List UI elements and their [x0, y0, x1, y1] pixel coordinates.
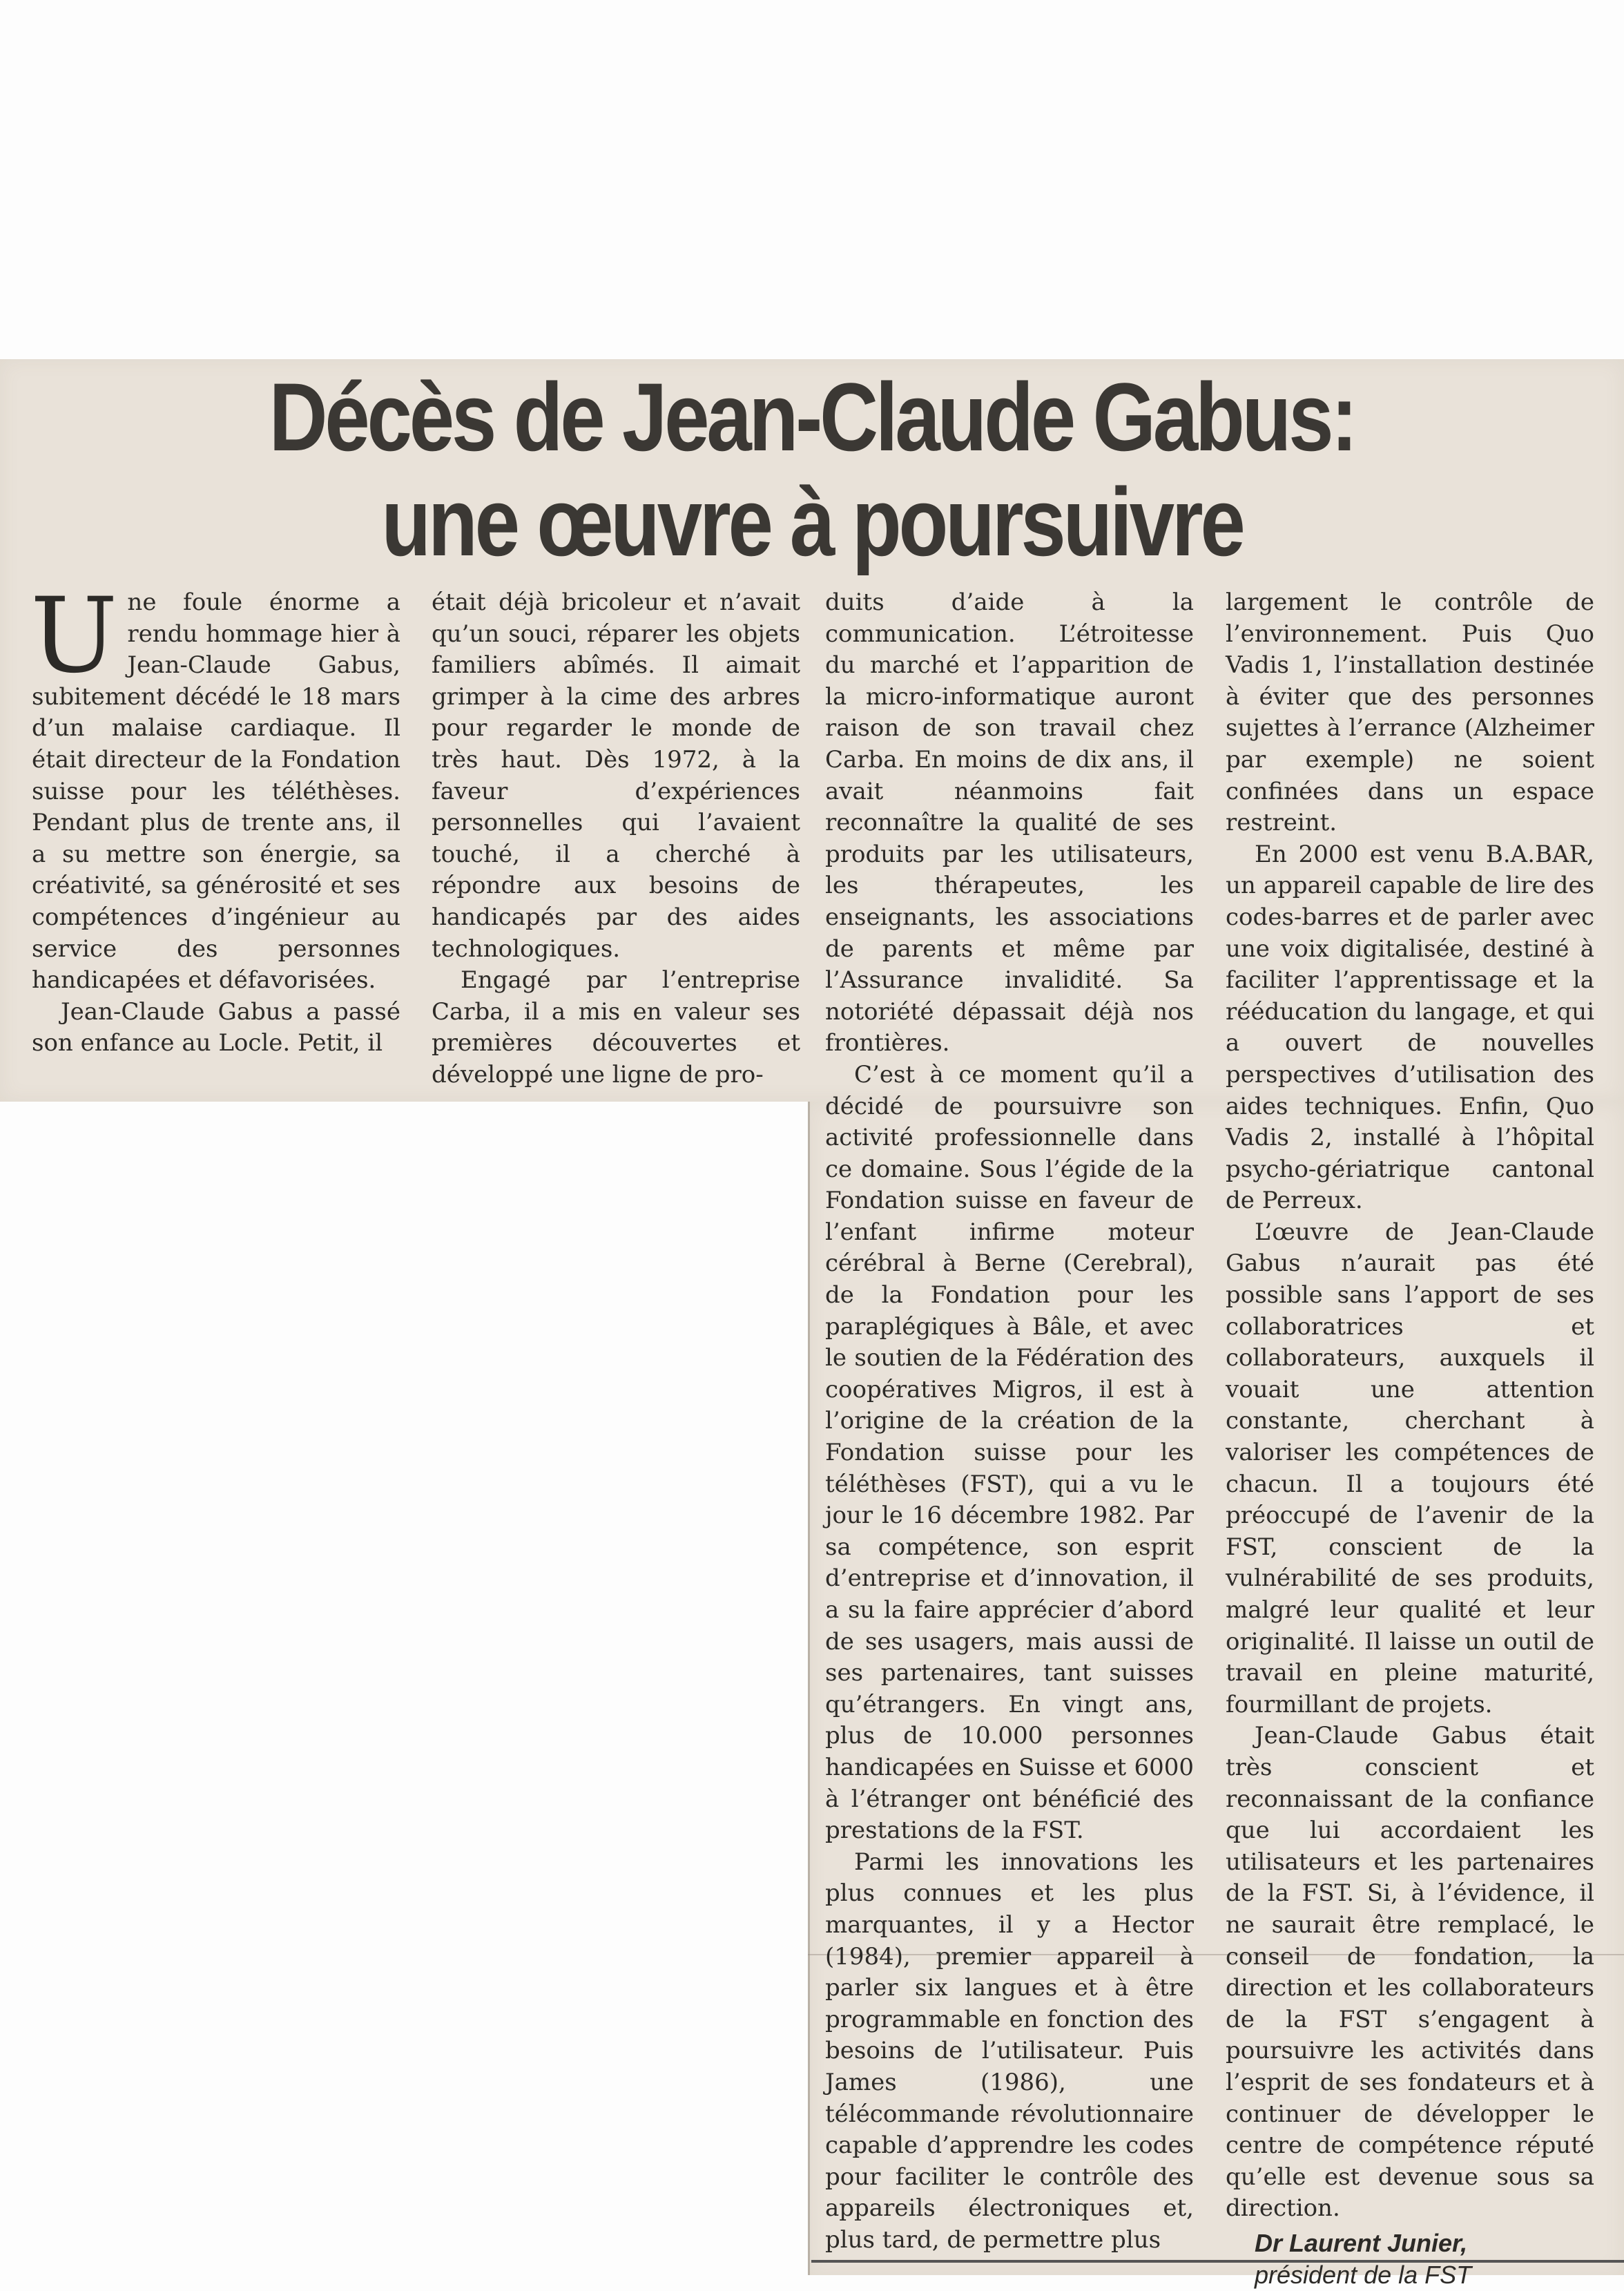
paragraph: était déjà bricoleur et n’avait qu’un souci, réparer les objets familiers abîmés. Il aimait grimper à la cime des arbres pour regarder le monde de très haut. Dès 1972, à la faveur d’expériences personnelles qui l’avaient touché, il a cherché à répondre aux besoins de handicapés par des aides technologiques.	[432, 588, 800, 963]
paragraph	[30, 576, 400, 997]
article-column-1	[30, 576, 400, 1060]
paragraph: duits d’aide à la communication. L’étroitesse du marché et l’apparition de la micro-informatique auront raison de son travail chez Carba. En moins de dix ans, il avait néanmoins fait reconnaître la qualité de ses produits par les utilisateurs, les thérapeutes, les enseignants, les associations de parents et même par l’Assurance invalidité. Sa notoriété dépassait déjà nos frontières.	[825, 588, 1194, 1057]
paragraph: largement le contrôle de l’environnement. Puis Quo Vadis 1, l’installation destinée à éviter que des personnes sujettes à l’errance (Alzheimer par exemple) ne soient confinées dans un espace restreint.	[1226, 588, 1594, 837]
article-column-4	[1226, 587, 1594, 2291]
article-column-3	[825, 587, 1194, 2256]
paragraph: Jean-Claude Gabus était très conscient et reconnaissant de la confiance que lui accordaient les utilisateurs et les partenaires de la FST. Si, à l’évidence, il ne saurait être remplacé, le conseil de fondation, la direction et les collaborateurs de la FST s’engagent à poursuivre les activités dans l’esprit de ses fondateurs et à continuer de développer le centre de compétence réputé qu’elle est devenue sous sa direction.	[1226, 1722, 1594, 2223]
paragraph: L’œuvre de Jean-Claude Gabus n’aurait pas été possible sans l’apport de ses collaboratrices et collaborateurs, auxquels il vouait une attention constante, cherchant à valoriser les compétences de chacun. Il a toujours été préoccupé de l’avenir de la FST, conscient de la vulnérabilité de ses produits, malgré leur qualité et leur originalité. Il laisse un outil de travail en pleine maturité, fourmillant de projets.	[1226, 1218, 1594, 1718]
clipping-edge	[808, 1102, 810, 2275]
paragraph: En 2000 est venu B.A.BAR, un appareil capable de lire des codes-barres et de parler avec une voix digitalisée, destiné à faciliter l’apprentissage et la rééducation du langage, et qui a ouvert de nouvelles perspectives d’utilisation des aides techniques. Enfin, Quo Vadis 2, installé à l’hôpital psycho-gériatrique cantonal de Perreux.	[1226, 840, 1594, 1215]
headline-line-2: une œuvre à poursuivre	[381, 468, 1243, 576]
paragraph-text: ne foule énorme a rendu hommage hier à Jean-Claude Gabus, subitement décédé le 18 mars d’un malaise cardiaque. Il était directeur de la Fondation suisse pour les téléthèses. Pendant plus de trente ans, il a su mettre son énergie, sa créativité, sa générosité et ses compétences d’ingénieur au service des personnes handicapées et défavorisées.	[32, 588, 400, 995]
author-role: président de la FST	[1255, 2260, 1472, 2289]
author-signature	[1226, 2227, 1594, 2291]
headline-line-1: Décès de Jean-Claude Gabus:	[269, 363, 1355, 471]
author-name: Dr Laurent Junier,	[1255, 2228, 1468, 2257]
drop-cap: U	[30, 576, 118, 696]
paragraph: Jean-Claude Gabus a passé son enfance au Locle. Petit, il	[32, 997, 400, 1057]
paragraph: Engagé par l’entreprise Carba, il a mis en valeur ses premières découvertes et développé une ligne de pro-	[432, 966, 800, 1089]
article-headline	[130, 365, 1494, 575]
article-column-2	[432, 587, 800, 1091]
paragraph: Parmi les innovations les plus connues et les plus marquantes, il y a Hector (1984), premier appareil à parler six langues et à être programmable en fonction des besoins de l’utilisateur. Puis James (1986), une télécommande révolutionnaire capable d’apprendre les codes pour faciliter le contrôle des appareils électroniques et, plus tard, de permettre plus	[825, 1848, 1194, 2254]
paragraph: C’est à ce moment qu’il a décidé de poursuivre son activité professionnelle dans ce domaine. Sous l’égide de la Fondation suisse en faveur de l’enfant infirme moteur cérébral à Berne (Cerebral), de la Fondation pour les paraplégiques à Bâle, et avec le soutien de la Fédération des coopératives Migros, il est à l’origine de la création de la Fondation suisse pour les téléthèses (FST), qui a vu le jour le 16 décembre 1982. Par sa compétence, son esprit d’entreprise et d’innovation, il a su la faire apprécier d’abord de ses usagers, mais aussi de ses partenaires, tant suisses qu’étrangers. En vingt ans, plus de 10.000 personnes handicapées en Suisse et 6000 à l’étranger ont bénéficié des prestations de la FST.	[825, 1060, 1194, 1845]
